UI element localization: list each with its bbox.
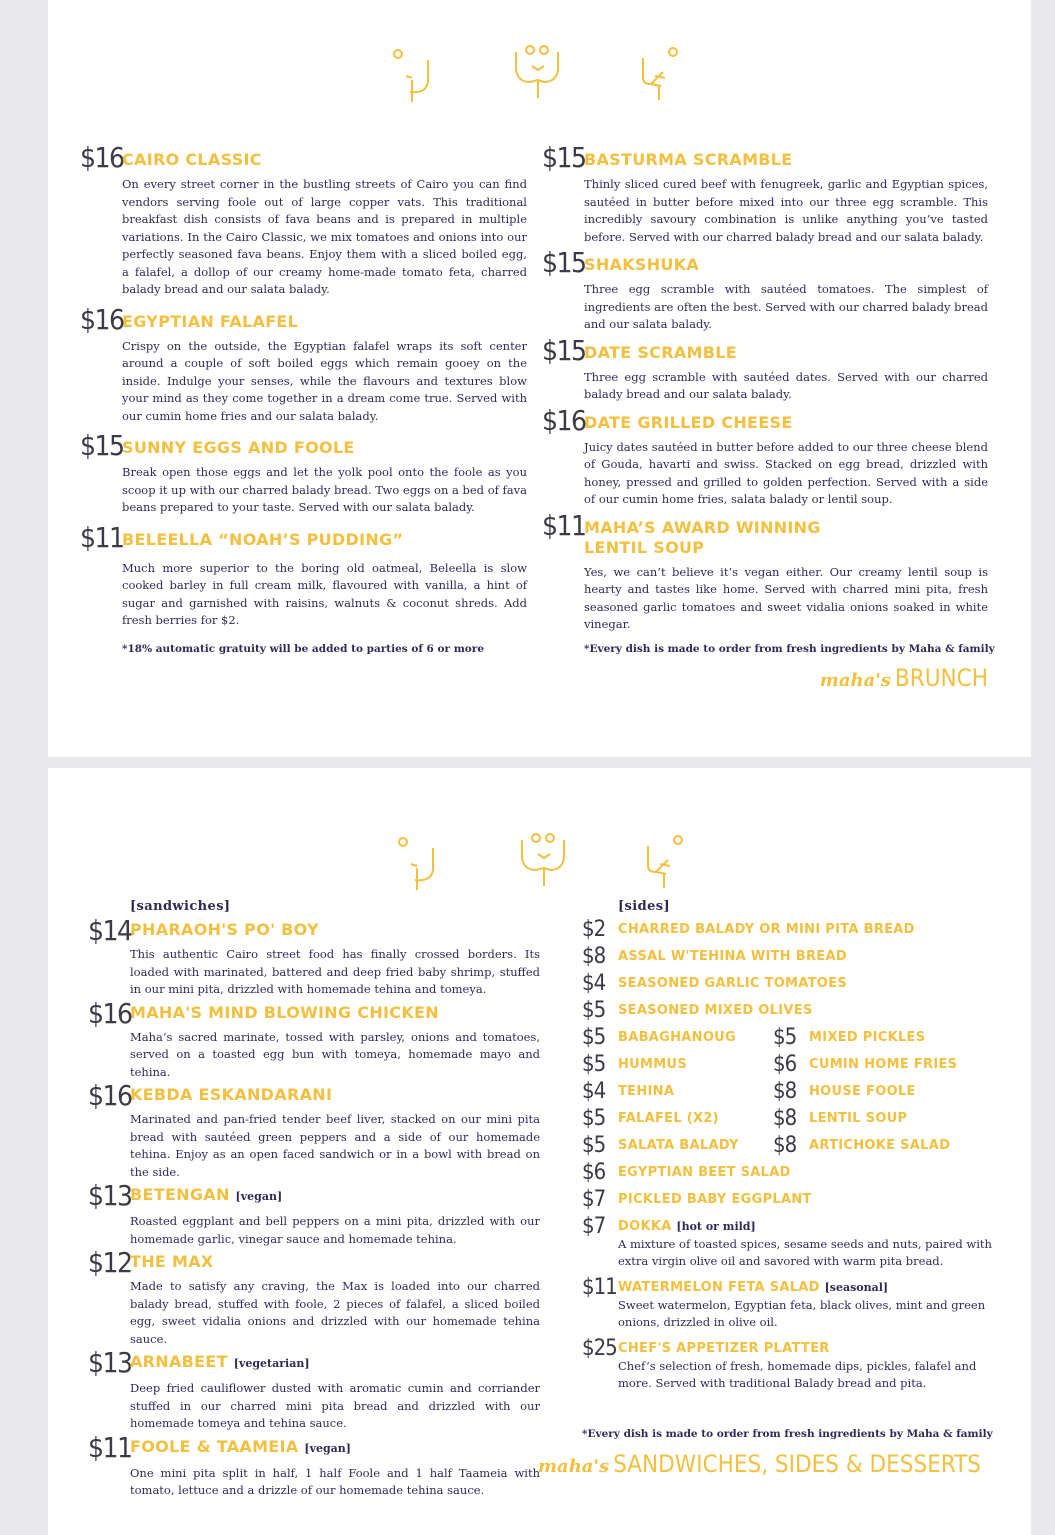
profile-face-logo-icon — [638, 830, 698, 890]
dish-description: Roasted eggplant and bell peppers on a mini pita, drizzled with our homemade garlic, vinegar sauce and homemade tehina. — [130, 1214, 540, 1246]
dish-item — [88, 996, 540, 1082]
dish-name: MAHA’S AWARD WINNING LENTIL SOUP — [584, 517, 821, 557]
brand-title: BRUNCH — [894, 664, 988, 692]
side-pair-row — [582, 1132, 992, 1159]
sides-section-label: [sides] — [618, 899, 671, 914]
side-price: $8 — [582, 944, 606, 969]
dish-name: EGYPTIAN FALAFEL — [122, 311, 299, 331]
dish-item — [88, 1248, 540, 1348]
profile-face-logo-icon — [633, 42, 693, 102]
side-description: A mixture of toasted spices, sesame seeds and nuts, paired with extra virgin olive oil and savored with warm pita bread. — [618, 1237, 992, 1268]
dish-price: $16 — [88, 996, 132, 1030]
double-face-logo-icon — [514, 830, 574, 890]
dish-price: $11 — [80, 520, 124, 554]
side-name: ARTICHOKE SALAD — [809, 1138, 951, 1153]
double-face-logo-icon — [508, 42, 568, 102]
dish-price: $13 — [88, 1346, 132, 1379]
side-item — [773, 1079, 964, 1104]
side-name: CUMIN HOME FRIES — [809, 1057, 958, 1072]
dish-tag: [vegan] — [235, 1190, 283, 1203]
side-item — [582, 1079, 773, 1104]
dish-name: MAHA'S MIND BLOWING CHICKEN — [130, 1002, 439, 1022]
dish-name: PHARAOH'S PO' BOY — [130, 920, 319, 939]
dish-name: DATE GRILLED CHEESE — [584, 412, 793, 432]
logo-row — [48, 830, 1031, 892]
gratuity-footnote: *18% automatic gratuity will be added to parties of 6 or more — [122, 643, 485, 655]
dish-item — [88, 1348, 540, 1433]
dish-description: Marinated and pan-fried tender beef liver, stacked on our mini pita bread with sautéed green peppers and a side of our homemade tehina. Enjoy as an open faced sandwich or in a bowl with bread on the side. — [130, 1112, 540, 1179]
side-price: $5 — [582, 1025, 606, 1050]
side-pair-row — [582, 1024, 992, 1051]
dish-description: Break open those eggs and let the yolk pool onto the foole as you scoop it up with our charred balady bread. Two eggs on a bed of fava beans prepared to your taste. Served with our salata balady. — [122, 465, 528, 514]
dish-item — [542, 248, 988, 334]
side-item — [582, 943, 992, 970]
side-name: FALAFEL (X2) — [618, 1111, 719, 1126]
side-price: $25 — [582, 1336, 617, 1361]
dish-description: This authentic Cairo street food has finally crossed borders. Its loaded with marinated, battered and deep fried baby shrimp, stuffed in our mini pita, drizzled with homemade tehina and tomeya. — [130, 947, 540, 996]
dish-item — [80, 143, 527, 299]
side-price: $7 — [582, 1214, 606, 1239]
sides-column — [582, 899, 992, 1396]
dish-description: Made to satisfy any craving, the Max is loaded into our charred balady bread, stuffed with foole, 2 pieces of falafel, a sliced boiled egg, sweet vidalia onions and drizzled with our homemade tehina sauce. — [130, 1279, 540, 1346]
dish-name: DATE SCRAMBLE — [584, 342, 737, 362]
side-name: TEHINA — [618, 1084, 675, 1099]
dish-price: $16 — [88, 1079, 132, 1112]
side-item — [582, 1159, 992, 1186]
side-name: ASSAL W'TEHINA WITH BREAD — [618, 949, 847, 964]
dish-name: SUNNY EGGS AND FOOLE — [122, 438, 355, 457]
side-name: DOKKA [hot or mild] — [618, 1219, 756, 1234]
side-tag: [hot or mild] — [676, 1220, 756, 1233]
side-price: $5 — [582, 1133, 606, 1158]
dish-description: Three egg scramble with sautéed tomatoes. The simplest of ingredients are often the best. Served with our charred balady bread and our salata balady. — [584, 282, 989, 331]
dish-description: Deep fried cauliflower dusted with aromatic cumin and corriander stuffed in our charred mini pita bread and drizzled with our homemade tomeya and tehina sauce. — [130, 1381, 540, 1430]
brunch-right-column — [542, 143, 988, 634]
side-name: MIXED PICKLES — [809, 1030, 926, 1045]
side-item — [773, 1133, 964, 1158]
dish-name: ARNABEET [vegetarian] — [130, 1352, 310, 1371]
fresh-ingredients-footnote: *Every dish is made to order from fresh ingredients by Maha & family — [584, 643, 995, 655]
side-item — [773, 1052, 964, 1077]
dish-price: $15 — [542, 246, 586, 279]
side-name: SEASONED MIXED OLIVES — [618, 1003, 813, 1018]
side-tag: [seasonal] — [824, 1281, 889, 1294]
side-price: $8 — [773, 1106, 797, 1131]
dish-price: $14 — [88, 914, 132, 947]
dish-description: Thinly sliced cured beef with fenugreek, garlic and Egyptian spices, sautéed in butter before mixed into our three egg scramble. This incredibly savoury combination is unlike anything you’ve tasted before. Served with our charred balady bread and our salata balady. — [584, 177, 988, 244]
side-name: PICKLED BABY EGGPLANT — [618, 1192, 812, 1207]
side-name: CHARRED BALADY OR MINI PITA BREAD — [618, 922, 915, 937]
dish-item — [88, 916, 540, 999]
side-pair-row — [582, 1051, 992, 1078]
dish-item — [542, 508, 988, 634]
side-item — [582, 1025, 773, 1050]
dish-price: $11 — [542, 508, 586, 542]
dish-description: Juicy dates sautéed in butter before added to our three cheese blend of Gouda, havarti and swiss. Stacked on egg bread, drizzled with honey, pressed and grilled to golden perfection. Served with a side of our cumin home fries, salata balady or lentil soup. — [584, 439, 988, 506]
side-item — [582, 970, 992, 997]
dish-price: $16 — [80, 302, 124, 336]
dish-price: $13 — [88, 1179, 132, 1212]
sandwiches-brand-title — [538, 1450, 981, 1478]
side-item — [582, 1335, 992, 1392]
side-price: $8 — [773, 1079, 797, 1104]
side-name: LENTIL SOUP — [809, 1111, 908, 1126]
side-item — [582, 997, 992, 1024]
side-name: SEASONED GARLIC TOMATOES — [618, 976, 847, 991]
dish-description: One mini pita split in half, 1 half Foole and 1 half Taameia with tomato, lettuce and a drizzle of our homemade tehina sauce. — [130, 1465, 540, 1497]
dish-price: $16 — [80, 141, 124, 174]
side-item — [773, 1025, 964, 1050]
side-name: HOUSE FOOLE — [809, 1084, 916, 1099]
dish-price: $15 — [542, 333, 586, 367]
dish-item — [80, 431, 527, 517]
side-name: SALATA BALADY — [618, 1138, 739, 1153]
logo-row — [48, 42, 1031, 104]
dish-description: Maha’s sacred marinate, tossed with parsley, onions and tomatoes, served on a toasted egg bun with tomeya, homemade mayo and tehina. — [130, 1029, 540, 1079]
side-item — [582, 1186, 992, 1213]
side-price: $5 — [582, 1106, 606, 1131]
side-price: $4 — [582, 1079, 606, 1104]
dish-item — [542, 403, 988, 509]
dish-name: CAIRO CLASSIC — [122, 150, 262, 169]
side-pair-row — [582, 1105, 992, 1132]
dish-price: $11 — [88, 1430, 132, 1464]
dish-tag: [vegetarian] — [233, 1357, 310, 1370]
dish-description: Three egg scramble with sautéed dates. Served with our charred balady bread and our salata balady. — [584, 369, 988, 401]
side-name: HUMMUS — [618, 1057, 688, 1072]
side-name: WATERMELON FETA SALAD [seasonal] — [618, 1280, 889, 1295]
brand-title: SANDWICHES, SIDES & DESSERTS — [613, 1450, 981, 1478]
side-item — [582, 1213, 992, 1270]
side-name: BABAGHANOUG — [618, 1030, 737, 1045]
dish-item — [542, 143, 988, 246]
dish-description: Yes, we can’t believe it’s vegan either. Our creamy lentil soup is hearty and tastes like home. Served with charred mini pita, fresh seasoned garlic tomatoes and sweet vidalia onions soaked in white vinegar. — [584, 564, 988, 631]
dish-item — [80, 520, 527, 630]
dish-item — [88, 1181, 540, 1248]
dish-tag: [vegan] — [304, 1441, 351, 1455]
brunch-left-column — [80, 143, 527, 630]
dish-name: FOOLE & TAAMEIA [vegan] — [130, 1436, 351, 1456]
side-name: CHEF'S APPETIZER PLATTER — [618, 1341, 830, 1356]
sandwiches-sides-menu-page — [48, 768, 1031, 1535]
dish-price: $12 — [88, 1246, 132, 1279]
brunch-brand-title — [820, 664, 988, 692]
side-item — [582, 1052, 773, 1077]
face-logo-icon — [393, 830, 453, 890]
brand-prefix: maha's — [538, 1456, 610, 1477]
side-description: Sweet watermelon, Egyptian feta, black olives, mint and green onions, drizzled in olive oil. — [618, 1298, 986, 1329]
dish-description: On every street corner in the bustling streets of Cairo you can find vendors serving foole out of large copper vats. This traditional breakfast dish consists of fava beans and is prepared in multiple variations. In the Cairo Classic, we mix tomatoes and onions into our perfectly seasoned fava beans. Enjoy them with a sliced boiled egg, a falafel, a dollop of our creamy home-made tomato feta, charred balady bread and our salata balady. — [122, 177, 527, 296]
dish-name: BASTURMA SCRAMBLE — [584, 150, 793, 169]
side-price: $8 — [773, 1133, 797, 1158]
dish-description: Much more superior to the boring old oatmeal, Beleella is slow cooked barley in full cream milk, flavoured with vanilla, a hint of sugar and garnished with raisins, walnuts & coconut shreds. Add fresh berries for $2. — [122, 560, 527, 627]
side-pair-row — [582, 1078, 992, 1105]
side-price: $5 — [582, 1052, 606, 1077]
sandwiches-column — [88, 899, 540, 1500]
side-item — [582, 1274, 992, 1331]
brunch-menu-page — [48, 0, 1031, 757]
dish-price: $15 — [542, 141, 586, 174]
side-item — [582, 1133, 773, 1158]
side-price: $7 — [582, 1187, 606, 1212]
side-item — [773, 1106, 964, 1131]
dish-item — [88, 1430, 540, 1500]
dish-name: KEBDA ESKANDARANI — [130, 1085, 333, 1104]
side-price: $6 — [773, 1052, 797, 1077]
dish-price: $16 — [542, 403, 586, 437]
side-item — [582, 916, 992, 943]
side-item — [582, 1106, 773, 1131]
side-name: EGYPTIAN BEET SALAD — [618, 1165, 791, 1180]
side-price: $6 — [582, 1160, 606, 1185]
side-price: $11 — [582, 1275, 617, 1300]
dish-item — [542, 333, 988, 404]
fresh-ingredients-footnote: *Every dish is made to order from fresh ingredients by Maha & family — [582, 1428, 993, 1440]
side-price: $5 — [582, 998, 606, 1023]
side-price: $2 — [582, 917, 606, 942]
side-price: $5 — [773, 1025, 797, 1050]
dish-name: SHAKSHUKA — [584, 255, 700, 274]
dish-item — [80, 302, 527, 426]
dish-description: Crispy on the outside, the Egyptian falafel wraps its soft center around a couple of soft boiled eggs which remain gooey on the inside. Indulge your senses, while the flavours and textures blow your mind as they come together in a dream come true. Served with our cumin home fries and our salata balady. — [122, 338, 527, 423]
dish-price: $15 — [80, 429, 124, 462]
sandwiches-section-label: [sandwiches] — [130, 899, 231, 914]
dish-name: BELEELLA “NOAH’S PUDDING” — [122, 529, 404, 549]
side-price: $4 — [582, 971, 606, 996]
face-logo-icon — [388, 42, 448, 102]
dish-name: THE MAX — [130, 1252, 214, 1271]
side-description: Chef’s selection of fresh, homemade dips, pickles, falafel and more. Served with traditional Balady bread and pita. — [618, 1359, 977, 1390]
brand-prefix: maha's — [819, 670, 891, 691]
dish-item — [88, 1081, 540, 1181]
dish-name: BETENGAN [vegan] — [130, 1185, 283, 1204]
